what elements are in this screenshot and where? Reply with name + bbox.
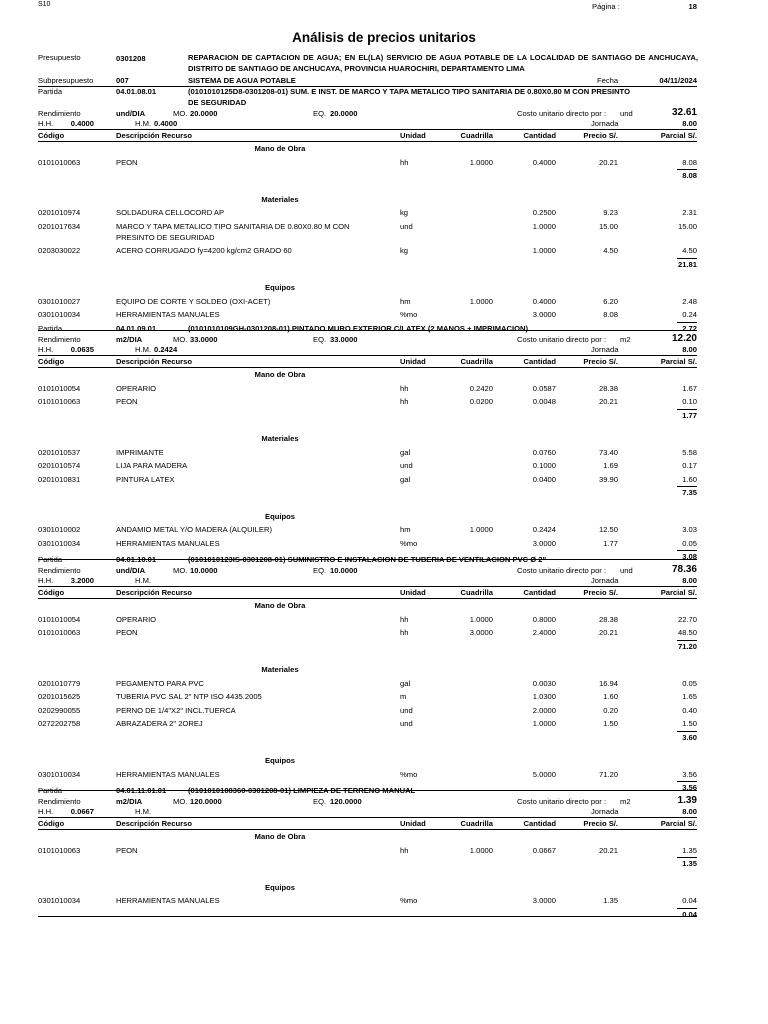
row-precio: 1.35 [603,896,618,905]
group-subtotal: 2.72 [682,323,697,333]
group-subtotal: 8.08 [682,171,697,180]
row-parcial: 0.04 [682,896,697,905]
row-unit: und [400,719,413,728]
row-parcial: 3.03 [682,525,697,534]
row-precio: 1.50 [603,719,618,728]
subpresupuesto-label: Subpresupuesto [38,76,94,85]
row-unit: %mo [400,769,418,779]
row-code: 0101010063 [38,157,81,167]
column-header-descripcion: Descripción Recurso [116,588,192,597]
column-header-cuadrilla: Cuadrilla [460,588,493,597]
row-description: LIJA PARA MADERA [116,461,188,470]
row-description: MARCO Y TAPA METALICO TIPO SANITARIA DE 0.80X0.80 M CON [116,221,350,231]
partida-code: 04.01.11.01.01 [116,786,167,795]
row-description: PEON [116,845,138,855]
hh-label: H.H. [38,119,54,128]
column-header-precio: Precio S/. [583,357,618,366]
row-code: 0201010974 [38,208,81,217]
hh-value: 0.0635 [70,345,94,354]
row-unit: gal [400,678,411,688]
group-subtotal: 3.56 [682,783,697,792]
header-top-divider [38,355,697,356]
page-number: 18 [688,2,697,11]
subtotal-divider [677,781,697,782]
row-cantidad: 0.8000 [532,614,556,624]
row-unit: m [400,692,407,701]
row-cuadrilla: 0.0200 [469,397,493,406]
header-top-divider [38,129,697,130]
row-precio: 8.08 [603,310,618,319]
eq-value: 33.0000 [330,335,358,344]
row-cuadrilla: 1.0000 [469,296,493,306]
partida-bottom-divider [38,916,697,917]
row-precio: 71.20 [598,769,618,779]
row-description: PERNO DE 1/4"X2" INCL.TUERCA [116,705,236,715]
column-header-precio: Precio S/. [583,131,618,140]
hm-value: 0.4000 [154,119,178,128]
row-description: PEON [116,157,138,167]
row-description: ANDAMIO METAL Y/O MADERA (ALQUILER) [116,525,272,534]
group-title: Mano de Obra [254,601,306,610]
row-parcial: 3.56 [682,769,697,779]
fecha-value: 04/11/2024 [659,76,697,85]
row-description: HERRAMIENTAS MANUALES [116,538,220,548]
row-precio: 1.77 [603,538,618,548]
presupuesto-code: 0301208 [116,54,146,63]
column-header-codigo: Código [38,819,65,828]
row-unit: hh [400,614,409,624]
fecha-label: Fecha [597,76,619,85]
row-parcial: 0.17 [682,461,697,470]
mo-label: MO. [173,566,188,575]
header-bottom-divider [38,367,697,368]
page-title: Análisis de precios unitarios [292,30,476,45]
hh-value: 0.4000 [70,119,94,128]
jornada-label: Jornada [591,345,619,354]
row-description: PEON [116,397,138,406]
mo-label: MO. [173,109,188,118]
row-description: OPERARIO [116,614,157,624]
row-precio: 28.38 [598,383,618,393]
hh-label: H.H. [38,345,54,354]
partida-description: (0101010125D8-0301208-01) SUM. E INST. DE MARCO Y TAPA METALICO TIPO SANITARIA DE 0.80X0.80 M CON PRESINTO [188,87,630,96]
row-cuadrilla: 1.0000 [469,845,493,855]
row-cantidad: 0.0587 [532,383,556,393]
group-title: Equipos [265,882,295,892]
mo-value: 33.0000 [190,335,218,344]
row-precio: 1.69 [603,461,618,470]
subtotal-divider [677,731,697,732]
row-cuadrilla: 1.0000 [469,157,493,167]
hm-label: H.M. [135,345,152,354]
row-cantidad: 0.0760 [532,447,556,457]
group-subtotal: 1.35 [682,859,697,868]
header-top-divider [38,586,697,587]
hm-label: H.M. [135,807,152,816]
partida-description: (0101010109GH-0301208-01) PINTADO MURO EXTERIOR C/LATEX (2 MANOS + IMPRIMACION) [188,324,529,333]
group-subtotal: 71.20 [677,641,697,651]
partida-code: 04.01.10.01 [116,555,157,564]
row-description: HERRAMIENTAS MANUALES [116,310,220,319]
row-cantidad: 1.0300 [532,692,556,701]
row-code: 0101010054 [38,383,81,393]
group-title: Equipos [265,283,295,292]
mo-value: 120.0000 [190,797,222,806]
row-code: 0201017634 [38,221,81,231]
column-header-cantidad: Cantidad [523,357,556,366]
row-code: 0301010034 [38,896,81,905]
row-code: 0301010002 [38,525,81,534]
partida-label: Partida [38,87,63,96]
subpresupuesto-description: SISTEMA DE AGUA POTABLE [188,76,296,85]
row-cantidad: 1.0000 [532,221,556,231]
row-description: PEGAMENTO PARA PVC [116,678,204,688]
rendimiento-label: Rendimiento [38,566,81,575]
subtotal-divider [677,258,697,259]
partida-label: Partida [38,324,63,333]
subtotal-divider [677,550,697,551]
costo-unitario-value: 32.61 [671,107,697,118]
row-code: 0201010574 [38,461,81,470]
row-cantidad: 0.2424 [532,525,556,534]
row-precio: 12.50 [598,525,618,534]
row-precio: 1.60 [603,692,618,701]
row-parcial: 15.00 [677,221,697,231]
row-code: 0101010054 [38,614,81,624]
hh-label: H.H. [38,807,54,816]
row-cantidad: 3.0000 [532,538,556,548]
costo-unitario-label: Costo unitario directo por : [517,109,607,118]
row-description: OPERARIO [116,383,157,393]
row-parcial: 0.05 [682,678,697,688]
presupuesto-description: REPARACION DE CAPTACION DE AGUA; EN EL(LA) SERVICIO DE AGUA POTABLE DE LA LOCALIDAD DE SANTIAGO DE ANCHUCAYA, DISTRITO DE SANTIAGO DE ANCHUCAYA, PROVINCIA HUAROCHIRI, DEPARTAMENTO LIMA [188,53,698,73]
eq-value: 120.0000 [330,797,362,806]
row-description: IMPRIMANTE [116,447,164,457]
page-label: Página : [592,2,620,11]
column-header-parcial: Parcial S/. [660,819,697,828]
row-cantidad: 0.2500 [532,208,556,217]
partida-top-divider [38,86,697,87]
row-parcial: 1.67 [682,383,697,393]
row-code: 0201010779 [38,678,81,688]
group-subtotal: 1.77 [682,410,697,420]
subtotal-divider [677,409,697,410]
partida-code: 04.01.09.01 [116,324,157,333]
rendimiento-label: Rendimiento [38,797,81,806]
eq-value: 20.0000 [330,109,358,118]
jornada-label: Jornada [591,576,619,585]
row-precio: 9.23 [603,208,618,217]
partida-label: Partida [38,786,63,795]
row-unit: hh [400,397,409,406]
system-code: S10 [38,1,51,8]
row-parcial: 1.65 [682,692,697,701]
row-unit: hh [400,383,409,393]
column-header-codigo: Código [38,131,65,140]
rendimiento-label: Rendimiento [38,109,81,118]
row-cuadrilla: 3.0000 [469,628,493,637]
partida-description: (0101010108360-0301208-01) LIMPIEZA DE TERRENO MANUAL [188,786,416,795]
costo-unitario-value: 78.36 [671,564,697,575]
header-bottom-divider [38,598,697,599]
column-header-descripcion: Descripción Recurso [116,819,192,828]
costo-unitario-value: 1.39 [677,795,697,806]
row-parcial: 22.70 [677,614,697,624]
row-unit: %mo [400,310,418,319]
row-cantidad: 0.0048 [532,397,556,406]
row-precio: 73.40 [598,447,618,457]
row-parcial: 1.50 [682,719,697,728]
column-header-unidad: Unidad [400,357,426,366]
mo-value: 20.0000 [190,109,218,118]
partida-description: (0101010123IS-0301208-01) SUMINISTRO E INSTALACION DE TUBERIA DE VENTILACION PVC Ø 2" [188,555,547,564]
row-precio: 20.21 [598,157,618,167]
eq-label: EQ. [313,335,327,344]
jornada-value: 8.00 [682,345,697,354]
partida-label: Partida [38,555,63,564]
column-header-cantidad: Cantidad [523,588,556,597]
group-title: Materiales [261,434,299,443]
row-unit: hm [400,296,411,306]
row-description: EQUIPO DE CORTE Y SOLDEO (OXI-ACET) [116,296,271,306]
row-unit: kg [400,208,409,217]
row-code: 0301010034 [38,538,81,548]
row-parcial: 48.50 [677,628,697,637]
row-cantidad: 2.0000 [532,705,556,715]
subtotal-divider [677,322,697,323]
row-cantidad: 5.0000 [532,769,556,779]
jornada-value: 8.00 [682,119,697,128]
row-description: ACERO CORRUGADO fy=4200 kg/cm2 GRADO 60 [116,246,292,255]
costo-unitario-label: Costo unitario directo por : [517,797,607,806]
eq-value: 10.0000 [330,566,358,575]
row-code: 0201010537 [38,447,81,457]
row-parcial: 8.08 [682,157,697,167]
column-header-cantidad: Cantidad [523,819,556,828]
group-title: Equipos [265,511,295,521]
row-parcial: 1.35 [682,845,697,855]
hh-value: 0.0667 [70,807,94,816]
row-code: 0301010027 [38,296,81,306]
group-subtotal: 21.81 [677,259,697,269]
rendimiento-value: m2/DIA [116,335,143,344]
row-cantidad: 1.0000 [532,719,556,728]
group-title: Mano de Obra [254,370,306,379]
row-parcial: 0.10 [682,397,697,406]
row-unit: und [400,705,413,715]
subpresupuesto-code: 007 [116,76,129,85]
subtotal-divider [677,857,697,858]
row-unit: hh [400,157,409,167]
column-header-parcial: Parcial S/. [660,588,697,597]
column-header-cantidad: Cantidad [523,131,556,140]
row-code: 0101010063 [38,397,81,406]
row-cantidad: 1.0000 [532,246,556,255]
row-cuadrilla: 1.0000 [469,614,493,624]
row-code: 0203030022 [38,246,81,255]
group-title: Materiales [261,194,299,204]
subtotal-divider [677,640,697,641]
row-precio: 20.21 [598,845,618,855]
jornada-value: 8.00 [682,576,697,585]
rendimiento-value: m2/DIA [116,797,143,806]
hm-label: H.M. [135,119,152,128]
group-subtotal: 7.35 [682,488,697,497]
row-precio: 20.21 [598,397,618,406]
group-subtotal: 3.08 [682,552,697,561]
hm-value: 0.2424 [154,345,178,354]
mo-label: MO. [173,797,188,806]
header-bottom-divider [38,141,697,142]
row-description: PEON [116,628,138,637]
row-cantidad: 2.4000 [532,628,556,637]
row-description: HERRAMIENTAS MANUALES [116,896,220,905]
column-header-codigo: Código [38,357,65,366]
row-precio: 15.00 [598,221,618,231]
costo-unitario-label: Costo unitario directo por : [517,335,607,344]
costo-unitario-unit: und [620,566,633,575]
row-description: ABRAZADERA 2" 2OREJ [116,719,203,728]
column-header-cuadrilla: Cuadrilla [460,131,493,140]
row-unit: %mo [400,896,418,905]
jornada-label: Jornada [591,807,619,816]
row-code: 0101010063 [38,628,81,637]
hh-value: 3.2000 [70,576,94,585]
column-header-descripcion: Descripción Recurso [116,131,192,140]
row-code: 0201010831 [38,474,81,484]
partida-code: 04.01.08.01 [116,87,157,96]
row-parcial: 2.48 [682,296,697,306]
eq-label: EQ. [313,797,327,806]
header-top-divider [38,817,697,818]
costo-unitario-label: Costo unitario directo por : [517,566,607,575]
eq-label: EQ. [313,566,327,575]
group-title: Mano de Obra [254,144,306,153]
row-parcial: 1.60 [682,474,697,484]
mo-label: MO. [173,335,188,344]
row-cantidad: 3.0000 [532,310,556,319]
row-cantidad: 0.4000 [532,157,556,167]
row-code: 0202990055 [38,705,81,715]
column-header-parcial: Parcial S/. [660,357,697,366]
group-title: Mano de Obra [254,832,306,841]
group-title: Equipos [265,756,295,765]
hh-label: H.H. [38,576,54,585]
column-header-precio: Precio S/. [583,819,618,828]
presupuesto-label: Presupuesto [38,53,81,62]
row-unit: gal [400,447,411,457]
column-header-cuadrilla: Cuadrilla [460,357,493,366]
row-code: 0101010063 [38,845,81,855]
row-description: HERRAMIENTAS MANUALES [116,769,220,779]
eq-label: EQ. [313,109,327,118]
row-unit: hh [400,628,409,637]
costo-unitario-unit: und [620,109,633,118]
costo-unitario-unit: m2 [620,335,631,344]
row-precio: 20.21 [598,628,618,637]
row-unit: kg [400,246,409,255]
column-header-cuadrilla: Cuadrilla [460,819,493,828]
row-parcial: 2.31 [682,208,697,217]
row-parcial: 0.40 [682,705,697,715]
row-parcial: 0.24 [682,310,697,319]
jornada-value: 8.00 [682,807,697,816]
column-header-codigo: Código [38,588,65,597]
subtotal-divider [677,486,697,487]
row-code: 0201015625 [38,692,81,701]
row-cantidad: 0.0667 [532,845,556,855]
row-precio: 16.94 [598,678,618,688]
partida-description-cont: DE SEGURIDAD [188,98,247,107]
row-unit: hh [400,845,409,855]
row-code: 0301010034 [38,310,81,319]
header-bottom-divider [38,829,697,830]
row-unit: und [400,221,413,231]
row-cantidad: 0.0400 [532,474,556,484]
column-header-descripcion: Descripción Recurso [116,357,192,366]
column-header-unidad: Unidad [400,588,426,597]
row-cuadrilla: 0.2420 [469,383,493,393]
row-precio: 6.20 [603,296,618,306]
column-header-unidad: Unidad [400,131,426,140]
row-cantidad: 0.0030 [532,678,556,688]
row-parcial: 5.58 [682,447,697,457]
row-description: PINTURA LATEX [116,474,175,484]
subtotal-divider [677,169,697,170]
costo-unitario-value: 12.20 [671,333,697,344]
row-precio: 4.50 [603,246,618,255]
row-description: TUBERIA PVC SAL 2" NTP ISO 4435.2005 [116,692,262,701]
costo-unitario-unit: m2 [620,797,631,806]
row-precio: 0.20 [603,705,618,715]
column-header-precio: Precio S/. [583,588,618,597]
row-cantidad: 3.0000 [532,896,556,905]
row-parcial: 0.05 [682,538,697,548]
rendimiento-label: Rendimiento [38,335,81,344]
row-description: SOLDADURA CELLOCORD AP [116,208,225,217]
column-header-parcial: Parcial S/. [660,131,697,140]
group-subtotal: 0.04 [682,909,697,919]
row-unit: %mo [400,538,418,548]
row-code: 0272202758 [38,719,81,728]
subtotal-divider [677,908,697,909]
row-parcial: 4.50 [682,246,697,255]
jornada-label: Jornada [591,119,619,128]
row-cuadrilla: 1.0000 [469,525,493,534]
row-precio: 39.90 [598,474,618,484]
group-subtotal: 3.60 [682,732,697,742]
row-code: 0301010034 [38,769,81,779]
row-precio: 28.38 [598,614,618,624]
row-unit: und [400,461,413,470]
rendimiento-value: und/DIA [116,109,146,118]
hm-label: H.M. [135,576,152,585]
row-unit: gal [400,474,411,484]
row-description-cont: PRESINTO DE SEGURIDAD [116,232,215,242]
column-header-unidad: Unidad [400,819,426,828]
group-title: Materiales [261,665,299,674]
mo-value: 10.0000 [190,566,218,575]
row-cantidad: 0.4000 [532,296,556,306]
row-unit: hm [400,525,411,534]
rendimiento-value: und/DIA [116,566,146,575]
row-cantidad: 0.1000 [532,461,556,470]
